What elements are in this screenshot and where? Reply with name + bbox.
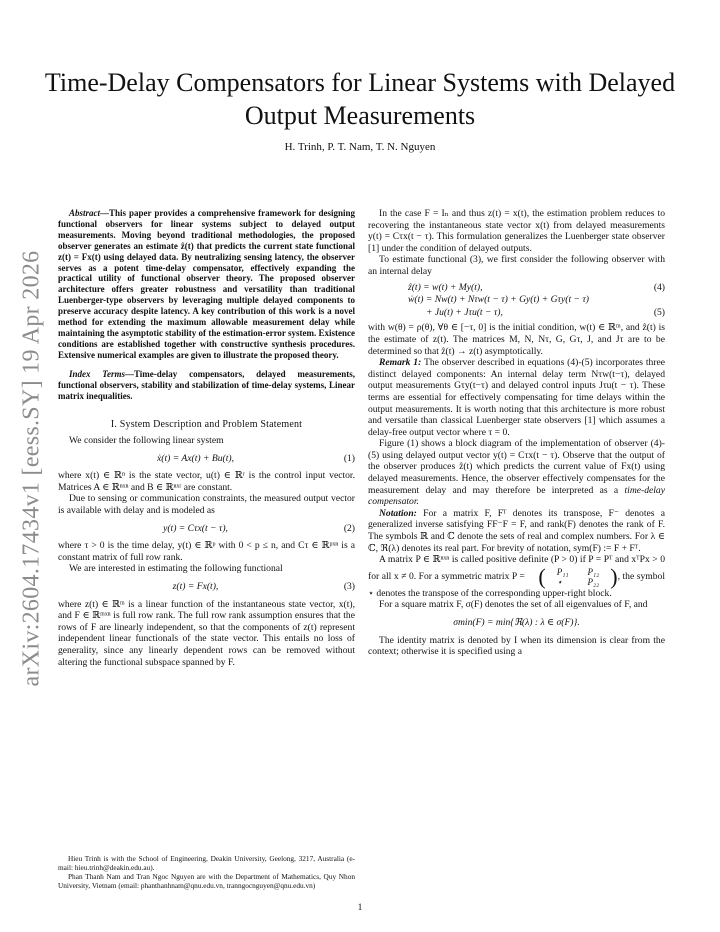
equation-number: (4) <box>653 281 665 293</box>
equation-sigma-min <box>368 617 665 629</box>
paragraph: where τ > 0 is the time delay, y(t) ∈ ℝᵖ with 0 < p ≤ n, and Cτ ∈ ℝᵖˣⁿ is a constant matrix of full row rank. <box>58 540 355 563</box>
abstract <box>58 208 355 401</box>
paragraph: We are interested in estimating the following functional <box>69 563 283 575</box>
abstract-text: This paper provides a comprehensive framework for designing functional observers for linear systems subject to delayed output measurements. Moving beyond traditional methodologies, the proposed observer generates an estimate ẑ(t) that predicts the current state functional z(t) = Fx(t) using delayed data. By neutralizing sensing latency, the observer serves as a potent time-delay compensator, effectively expanding the practical utility of functional observer theory. The proposed observer architecture offers greater robustness and versatility than traditional Luenberger-type observers by leveraging multiple delayed components to preserve accuracy despite latency. A key contribution of this work is a novel method for extending the maximum allowable measurement delay while maintaining the asymptotic stability of the estimation-error system. Existence conditions are established together with constructive synthesis procedures. Extensive numerical examples are given to illustrate the proposed theory. <box>58 208 355 360</box>
remark-paragraph: Remark 1: The observer described in equations (4)-(5) incorporates three distinct delayed components: An internal delay term Nτw(t−τ), delayed output measurements Gτy(t−τ) and delayed control inputs Jτu(t − τ). These terms are essential for effectively compensating for time delays within the output measurements. It is worth noting that this architecture is more robust and versatile than classical Luenberger state observers [1] which assumes a delay-free output vector where τ = 0. <box>368 357 666 438</box>
notation-label: Notation: <box>379 507 417 519</box>
remark-label: Remark 1: <box>379 357 422 369</box>
equation-number: (3) <box>343 580 355 592</box>
equation-number: (2) <box>343 522 355 534</box>
paragraph: For a square matrix F, σ(F) denotes the set of all eigenvalues of F, and <box>379 599 648 611</box>
equation-1 <box>58 453 355 465</box>
equation-body: ẑ(t) = w(t) + My(t), <box>408 281 483 293</box>
equation-3 <box>58 581 355 593</box>
paper-title: Time-Delay Compensators for Linear Systems with Delayed Output Measurements <box>44 68 676 130</box>
paragraph: To estimate functional (3), we first consider the following observer with an internal delay <box>368 254 665 277</box>
paragraph: where x(t) ∈ ℝⁿ is the state vector, u(t) ∈ ℝʳ is the control input vector. Matrices A ∈ ℝⁿˣⁿ and B ∈ ℝⁿˣʳ are constant. <box>58 470 355 493</box>
section-heading: I. System Description and Problem Statement <box>110 419 303 431</box>
authors: H. Trinh, P. T. Nam, T. N. Nguyen <box>284 141 436 153</box>
equation-4-5 <box>368 282 665 319</box>
index-terms-text: Time-delay compensators, delayed measurements, functional observers, stability and stabilization of time-delay systems, Linear matrix inequalities. <box>58 368 355 401</box>
arxiv-stamp-text: arXiv:2604.17434v1 [eess.SY] 19 Apr 2026 <box>18 250 45 686</box>
footnote <box>58 854 355 890</box>
footnote-affiliation-1: Hieu Trinh is with the School of Engineering, Deakin University, Geelong, 3217, Australia (e-mail: hieu.trinh@deakin.edu.au). <box>58 854 355 872</box>
paragraph: We consider the following linear system <box>69 435 224 446</box>
equation-body: ẋ(t) = Ax(t) + Bu(t), <box>157 452 234 464</box>
paragraph: The identity matrix is denoted by I when its dimension is clear from the context; otherwise it is specified using a <box>368 634 665 658</box>
equation-2 <box>58 523 355 535</box>
abstract-label: Abstract— <box>69 208 110 218</box>
equation-body: y(t) = Cτx(t − τ), <box>163 522 228 534</box>
paragraph: Due to sensing or communication constraints, the measured output vector is available with delay and is modeled as <box>58 493 355 516</box>
block-matrix: ( P₁₁ P₁₂ ⋆ P₂₂ ) <box>538 563 618 589</box>
equation-number: (1) <box>343 452 355 464</box>
paragraph: Figure (1) shows a block diagram of the implementation of observer (4)-(5) using delayed output vector y(t) = Cτx(t − τ). Observe that the output of the observer produces ẑ(t) which predicts the current value of Fx(t) using delayed measurements. Hence, the observer effectively compensates for the measurement delay and may therefore be interpreted as a time-delay compensator. <box>368 438 665 508</box>
footnote-affiliation-2: Phan Thanh Nam and Tran Ngoc Nguyen are with the Department of Mathematics, Quy Nhon University, Vietnam (email: phanthanhnam@qnu.edu.vn, tranngocnguyen@qnu.edu.vn) <box>58 872 355 890</box>
paragraph: In the case F = Iₙ and thus z(t) = x(t), the estimation problem reduces to recovering the instantaneous state vector x(t) from delayed measurements y(t) = Cτx(t − τ). This formulation generalizes the Luenberger state observer [1] under the condition of delayed outputs. <box>368 208 665 254</box>
equation-body: + Ju(t) + Jτu(t − τ), <box>426 306 503 318</box>
arxiv-stamp <box>10 248 54 688</box>
equation-body: ẇ(t) = Nw(t) + Nτw(t − τ) + Gy(t) + Gτy(t − τ) <box>408 294 590 306</box>
left-column <box>58 208 355 668</box>
equation-body: σmin(F) = min{ℜ(λ) : λ ∈ σ(F)}. <box>453 617 580 628</box>
notation-paragraph: Notation: For a matrix F, Fᵀ denotes its transpose, F⁻ denotes a generalized inverse satisfying FF⁻F = F, and rank(F) denotes the rank of F. The symbols ℝ and ℂ denote the sets of real and complex numbers. For λ ∈ ℂ, ℜ(λ) denotes its real part. For brevity of notation, sym(F) := F + Fᵀ. <box>368 507 666 554</box>
index-terms-label: Index Terms— <box>69 368 134 379</box>
page-number: 1 <box>357 903 363 913</box>
paragraph: where z(t) ∈ ℝᵐ is a linear function of the instantaneous state vector, x(t), and F ∈ ℝᵐˣⁿ is full row rank. The full row rank assumption ensures that the rows of F are linearly independent, so that the components of z(t) represent independent linear functionals of the state vector. This entails no loss of generality, since any linearly dependent rows can be removed without altering the functional subspace spanned by F. <box>58 598 355 668</box>
equation-number: (5) <box>653 306 665 318</box>
paragraph: A matrix P ∈ ℝⁿˣⁿ is called positive definite (P > 0) if P = Pᵀ and xᵀPx > 0 for all x ≠ 0. For a symmetric matrix P = ( P₁₁ P₁₂ ⋆ P₂₂ ) , the symbol ⋆ denotes the transpose of the corresponding upper-right block. <box>368 554 665 599</box>
equation-body: z(t) = Fx(t), <box>172 580 219 592</box>
paragraph: with w(θ) = ρ(θ), ∀θ ∈ [−τ, 0] is the initial condition, w(t) ∈ ℝᵐ, and ẑ(t) is the estimate of z(t). The matrices M, N, Nτ, G, Gτ, J, and Jτ are to be determined so that ẑ(t) → z(t) asymptotically. <box>368 322 665 357</box>
right-column <box>368 208 665 658</box>
